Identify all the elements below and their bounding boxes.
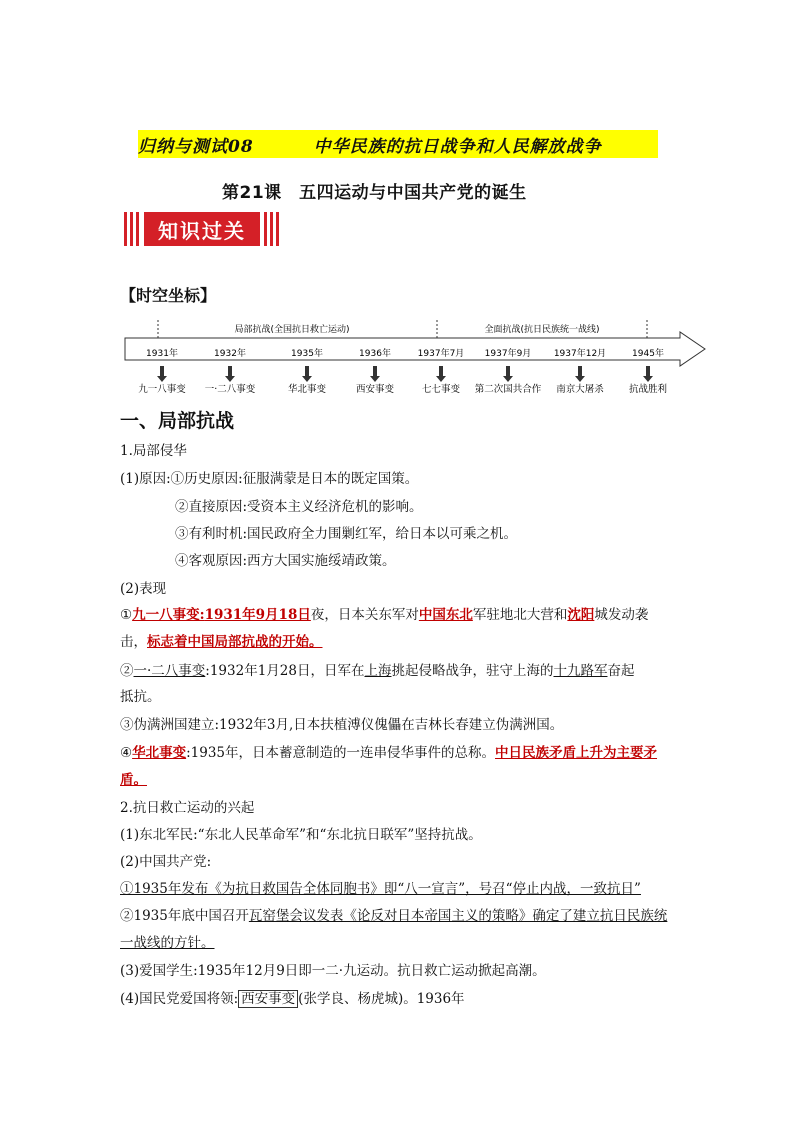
timeline-event: 南京大屠杀 [556, 384, 604, 395]
s2-1: (1)东北军民:“东北人民革命军”和“东北抗日联军”坚持抗战。 [120, 827, 482, 843]
perf-1-cont: 击，标志着中国局部抗战的开始。 [120, 634, 323, 650]
timeline-arrow-icon [643, 366, 653, 382]
section-heading: 一、局部抗战 [120, 410, 235, 432]
cause-1: (1)原因:①历史原因:征服满蒙是日本的既定国策。 [120, 471, 419, 487]
unit-title [138, 132, 658, 157]
perf-title: (2)表现 [120, 581, 167, 597]
cause-2: ②直接原因:受资本主义经济危机的影响。 [175, 499, 423, 515]
timeline-event: 第二次国共合作 [474, 384, 542, 395]
badge-text: 知识过关 [158, 219, 246, 243]
unit-label: 归纳与测试08 [138, 137, 254, 157]
timeline-arrow-icon [157, 366, 167, 382]
perf-4-cont: 盾。 [120, 772, 147, 788]
timeline-year: 1937年9月 [484, 349, 532, 359]
timeline-arrow-icon [225, 366, 235, 382]
timeline-arrow-icon [436, 366, 446, 382]
timeline-year: 1937年12月 [553, 349, 607, 359]
timeline-event: 一·二八事变 [204, 384, 256, 395]
cause-3: ③有利时机:国民政府全力围剿红军，给日本以可乘之机。 [175, 526, 518, 542]
timeline-year: 1937年7月 [417, 349, 465, 359]
perf-3: ③伪满洲国建立:1932年3月,日本扶植溥仪傀儡在吉林长春建立伪满洲国。 [120, 717, 564, 733]
timeline-event: 华北事变 [287, 384, 327, 395]
timeline-arrow-icon [370, 366, 380, 382]
perf-2-cont: 抵抗。 [120, 689, 161, 705]
unit-name: 中华民族的抗日战争和人民解放战争 [313, 137, 602, 157]
knowledge-badge [122, 212, 282, 246]
s2-2b: ②1935年底中国召开瓦窑堡会议发表《论反对日本帝国主义的策略》确定了建立抗日民族统 [120, 908, 668, 924]
timeline-year: 1935年 [291, 349, 323, 359]
timeline-arrow-icon [503, 366, 513, 382]
timeline-label: 【时空坐标】 [120, 286, 217, 305]
timeline-year: 1932年 [214, 349, 246, 359]
s2-4: (4)国民党爱国将领: 西安事变 (张学良、杨虎城)。1936年 [120, 991, 465, 1007]
timeline-arrow-icon [302, 366, 312, 382]
s2-3: (3)爱国学生:1935年12月9日即一二·九运动。抗日救亡运动掀起高潮。 [120, 963, 546, 979]
perf-1: ①九一八事变:1931年9月18日夜，日本关东军对中国东北军驻地北大营和沈阳城发动袭 [120, 607, 649, 623]
s2-title: 2.抗日救亡运动的兴起 [120, 800, 255, 816]
timeline-arrow-icon [575, 366, 585, 382]
timeline-year: 1945年 [632, 349, 664, 359]
s2-2: (2)中国共产党: [120, 854, 212, 870]
s2-2b-cont: 一战线的方针。 [120, 935, 215, 951]
timeline-event: 西安事变 [355, 384, 395, 395]
phase2-label: 全面抗战(抗日民族统一战线) [484, 325, 600, 335]
perf-4: ④华北事变:1935年，日本蓄意制造的一连串侵华事件的总称。中日民族矛盾上升为主要矛 [120, 745, 658, 761]
s2-2a: ①1935年发布《为抗日救国告全体同胞书》即“八一宣言”，号召“停止内战，一致抗日” [120, 881, 641, 897]
cause-4: ④客观原因:西方大国实施绥靖政策。 [175, 553, 396, 569]
timeline [0, 312, 794, 402]
timeline-event: 抗战胜利 [628, 384, 668, 395]
lesson-title: 第21课 五四运动与中国共产党的诞生 [222, 183, 527, 203]
perf-2: ②一·二八事变:1932年1月28日，日军在上海挑起侵略战争，驻守上海的十九路军奋起 [120, 663, 635, 679]
s1-title: 1.局部侵华 [120, 443, 187, 459]
phase1-label: 局部抗战(全国抗日救亡运动) [234, 325, 350, 335]
timeline-event: 九一八事变 [138, 384, 186, 395]
timeline-year: 1931年 [146, 349, 178, 359]
timeline-event: 七七事变 [421, 384, 461, 395]
timeline-year: 1936年 [359, 349, 391, 359]
